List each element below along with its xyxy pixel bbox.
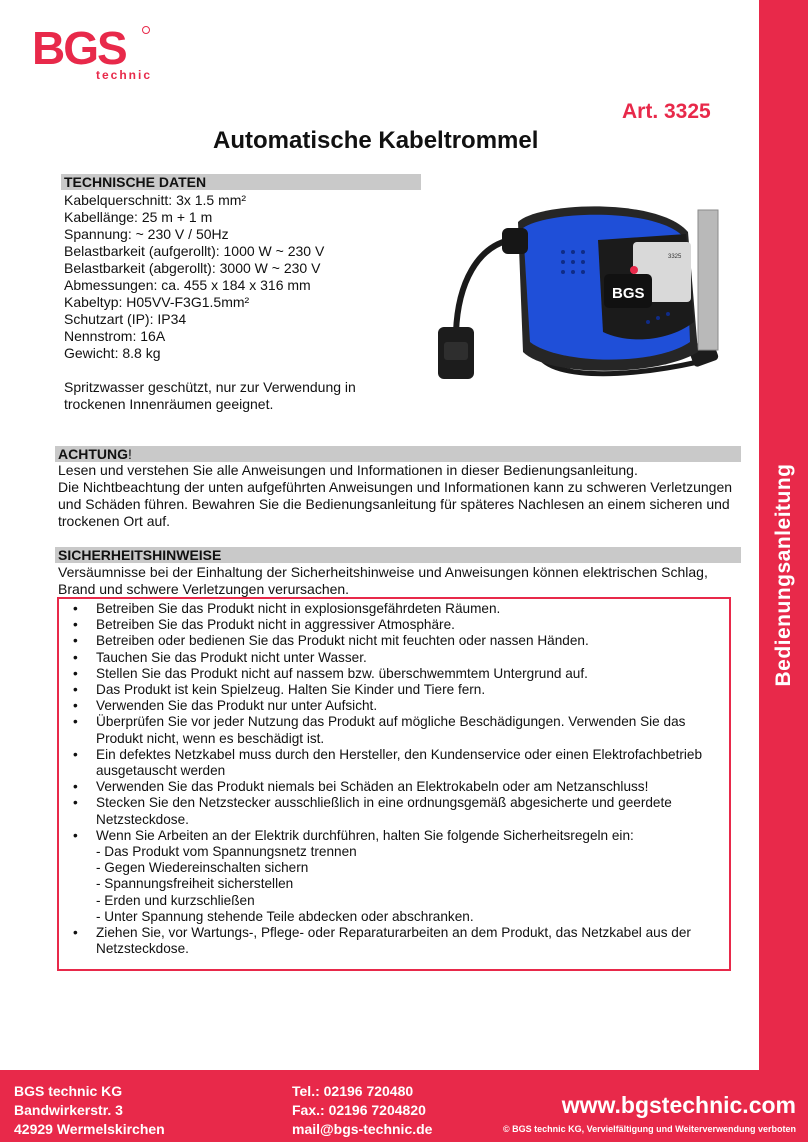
svg-text:BGS: BGS xyxy=(32,22,126,74)
tech-list xyxy=(64,192,324,362)
rule-line: - Spannungsfreiheit sicherstellen xyxy=(96,876,294,892)
tech-item: Schutzart (IP): IP34 xyxy=(64,311,187,327)
tech-item: Kabeltyp: H05VV-F3G1.5mm² xyxy=(64,294,250,310)
list-item: • Ein defektes Netzkabel muss durch den Hersteller, den Kundenservice oder einen Elektrofachbetrieb ausgetauscht werden xyxy=(68,747,728,779)
list-item: • Das Produkt ist kein Spielzeug. Halten Sie Kinder und Tiere fern. xyxy=(68,682,728,698)
cable-reel-icon xyxy=(428,192,733,387)
footer-address xyxy=(14,1082,165,1139)
warning-text xyxy=(58,462,738,530)
warning-line: Lesen und verstehen Sie alle Anweisungen und Informationen in dieser Bedienungsanleitung. xyxy=(58,462,638,478)
tech-item: Nennstrom: 16A xyxy=(64,328,166,344)
sidebar-band xyxy=(759,0,808,1070)
list-item: • Stecken Sie den Netzstecker ausschließlich in eine ordnungsgemäß abgesicherte und geerdete Netzsteckdose. xyxy=(68,795,728,827)
footer-fax: Fax.: 02196 7204820 xyxy=(292,1102,426,1118)
tech-item: Spannung: ~ 230 V / 50Hz xyxy=(64,226,229,242)
tech-note: Spritzwasser geschützt, nur zur Verwendung in trockenen Innenräumen geeignet. xyxy=(64,379,356,412)
footer-copyright: © BGS technic KG, Vervielfältigung und Weiterverwendung verboten xyxy=(502,1124,796,1134)
footer-company: BGS technic KG xyxy=(14,1083,123,1099)
tech-item: Kabelquerschnitt: 3x 1.5 mm² xyxy=(64,192,247,208)
list-item: • Verwenden Sie das Produkt niemals bei Schäden an Elektrokabeln oder am Netzanschluss! xyxy=(68,779,728,795)
footer-mail-link[interactable]: mail@bgs-technic.de xyxy=(292,1121,433,1137)
product-logo: BGS xyxy=(612,285,645,302)
rule-line: - Gegen Wiedereinschalten sichern xyxy=(96,860,309,876)
list-item: • Betreiben Sie das Produkt nicht in explosionsgefährdeten Räumen. xyxy=(68,601,728,617)
svg-text:technic: technic xyxy=(96,68,152,82)
list-item-text: • Wenn Sie Arbeiten an der Elektrik durchführen, halten Sie folgende Sicherheitsregeln ein: xyxy=(96,827,634,843)
product-image xyxy=(428,192,733,387)
list-item: • Tauchen Sie das Produkt nicht unter Wasser. xyxy=(68,650,728,666)
bgs-logo-icon xyxy=(30,22,152,82)
list-item: • Betreiben oder bedienen Sie das Produkt nicht mit feuchten oder nassen Händen. xyxy=(68,633,728,649)
list-item: • Betreiben Sie das Produkt nicht in aggressiver Atmosphäre. xyxy=(68,617,728,633)
footer-city: 42929 Wermelskirchen xyxy=(14,1121,165,1137)
warning-heading-text: ACHTUNG xyxy=(58,446,128,462)
tech-item: Belastbarkeit (aufgerollt): 1000 W ~ 230 V xyxy=(64,243,325,259)
footer-contact xyxy=(292,1082,432,1139)
list-item xyxy=(68,828,728,925)
page-title: Automatische Kabeltrommel xyxy=(213,127,539,154)
sidebar-label: Bedienungsanleitung xyxy=(771,463,795,687)
warning-mark: ! xyxy=(128,446,132,462)
bgs-logo xyxy=(30,22,152,82)
list-item: • Stellen Sie das Produkt nicht auf nassem bzw. überschwemmtem Untergrund auf. xyxy=(68,666,728,682)
rule-line: - Unter Spannung stehende Teile abdecken oder abschranken. xyxy=(96,908,474,924)
tech-item: Abmessungen: ca. 455 x 184 x 316 mm xyxy=(64,277,311,293)
safety-intro: Versäumnisse bei der Einhaltung der Sicherheitshinweise und Anweisungen können elektrischen Schlag, Brand und schwere Verletzungen verursachen. xyxy=(58,564,708,597)
tech-heading: TECHNISCHE DATEN xyxy=(61,174,421,190)
safety-list xyxy=(68,601,728,957)
tech-item: Belastbarkeit (abgerollt): 3000 W ~ 230 V xyxy=(64,260,321,276)
tech-item: Kabellänge: 25 m + 1 m xyxy=(64,209,213,225)
footer-tel: Tel.: 02196 720480 xyxy=(292,1083,414,1099)
rule-line: - Erden und kurzschließen xyxy=(96,892,255,908)
list-item: • Überprüfen Sie vor jeder Nutzung das Produkt auf mögliche Beschädigungen. Verwenden Sie das Produkt nicht, wenn es beschädigt ist. xyxy=(68,714,728,746)
tech-item: Gewicht: 8.8 kg xyxy=(64,345,161,361)
safety-heading: SICHERHEITSHINWEISE xyxy=(55,547,741,563)
rule-line: - Das Produkt vom Spannungsnetz trennen xyxy=(96,844,357,860)
warning-line: Die Nichtbeachtung der unten aufgeführten Anweisungen und Informationen kann zu schweren Verletzungen und Schäden führen. Bewahren Sie die Bedienungsanleitung für späteres Nachlesen an einem sicheren und trockenen Ort auf. xyxy=(58,479,733,529)
warning-heading xyxy=(55,446,741,462)
footer xyxy=(0,1070,808,1142)
list-item: • Ziehen Sie, vor Wartungs-, Pflege- oder Reparaturarbeiten an dem Produkt, das Netzkabel aus der Netzsteckdose. xyxy=(68,925,728,957)
article-number: Art. 3325 xyxy=(622,100,711,123)
footer-street: Bandwirkerstr. 3 xyxy=(14,1102,123,1118)
product-number: 3325 xyxy=(668,254,682,260)
list-item: • Verwenden Sie das Produkt nur unter Aufsicht. xyxy=(68,698,728,714)
footer-website-link[interactable]: www.bgstechnic.com xyxy=(561,1092,796,1118)
